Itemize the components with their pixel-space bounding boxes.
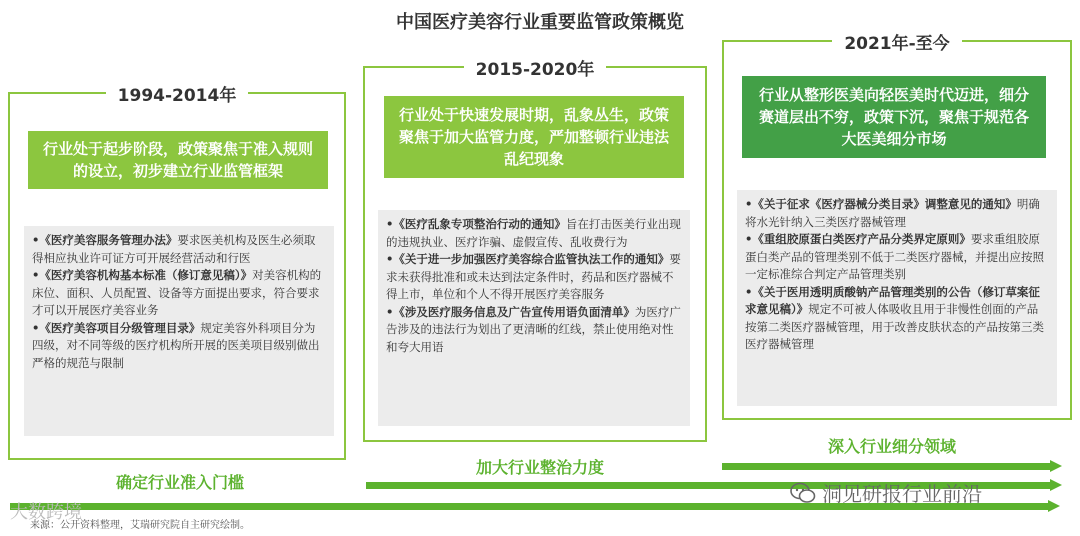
summary-box: 行业处于起步阶段，政策聚焦于准入规则的设立，初步建立行业监管框架: [28, 131, 328, 189]
source-note: 来源：公开资料整理，艾瑞研究院自主研究绘制。: [30, 520, 250, 531]
policy-item: •《医疗美容服务管理办法》要求医美机构及医生必须取得相应执业许可证方可开展经营活动和行医: [32, 233, 316, 265]
timeline-arrow-3: [1050, 460, 1062, 472]
stage-label: 确定行业准入门槛: [115, 473, 244, 492]
timeline-bar-3: [722, 463, 1052, 470]
summary-box: 行业处于快速发展时期，乱象丛生，政策聚焦于加大监管力度，严加整顿行业违法乱纪现象: [384, 96, 684, 178]
policy-item: •《关于进一步加强医疗美容综合监管执法工作的通知》要求未获得批准和或未达到法定条件时，药品和医疗器械不得上市，单位和个人不得开展医疗美容服务: [386, 252, 681, 301]
wechat-icon: [790, 482, 816, 504]
page-title: 中国医疗美容行业重要监管政策概览: [396, 12, 684, 33]
policy-item: •《关于医用透明质酸钠产品管理类别的公告（修订草案征求意见稿）》规定不可被人体吸收且用于非慢性创面的产品按第二类医疗器械管理，用于改善皮肤状态的产品按第三类医疗器械管理: [745, 284, 1044, 351]
policy-item: •《医疗美容机构基本标准（修订意见稿）》对美容机构的床位、面积、人员配置、设备等方面提出要求，符合要求才可以开展医疗美容业务: [32, 268, 322, 317]
logo-watermark: 大数跨境: [10, 502, 82, 523]
watermark-text: 洞见研报行业前沿: [822, 482, 982, 506]
period-label: 2021年-至今: [832, 29, 961, 54]
wechat-watermark: [790, 478, 982, 507]
policy-list: [378, 210, 690, 426]
policy-list: [737, 190, 1057, 406]
timeline-arrow-1: [1048, 500, 1060, 512]
policy-item: •《医疗美容项目分级管理目录》规定美容外科项目分为四级，对不同等级的医疗机构所开展的医美项目级别做出严格的规范与限制: [32, 320, 320, 370]
period-label: 2015-2020年: [464, 55, 607, 80]
policy-item: •《关于征求《医疗器械分类目录》调整意见的通知》明确将水光针纳入三类医疗器械管理: [745, 197, 1040, 229]
stage-label: 深入行业细分领域: [827, 437, 956, 456]
summary-box: 行业从整形医美向轻医美时代迈进，细分赛道层出不穷，政策下沉，聚焦于规范各大医美细分市场: [742, 76, 1046, 158]
policy-item: •《医疗乱象专项整治行动的通知》旨在打击医美行业出现的违规执业、医疗诈骗、虚假宣传、乱收费行为: [386, 217, 681, 249]
policy-item: •《涉及医疗服务信息及广告宣传用语负面清单》为医疗广告涉及的违法行为划出了更清晰的红线，禁止使用绝对性和夸大用语: [386, 304, 681, 354]
policy-item: •《重组胶原蛋白类医疗产品分类界定原则》要求重组胶原蛋白类产品的管理类别不低于二类医疗器械，并提出应按照一定标准综合判定产品管理类别: [745, 232, 1044, 281]
timeline-arrow-2: [1050, 479, 1062, 491]
stage-label: 加大行业整治力度: [475, 458, 604, 477]
period-label: 1994-2014年: [106, 81, 249, 106]
policy-list: [24, 226, 334, 436]
